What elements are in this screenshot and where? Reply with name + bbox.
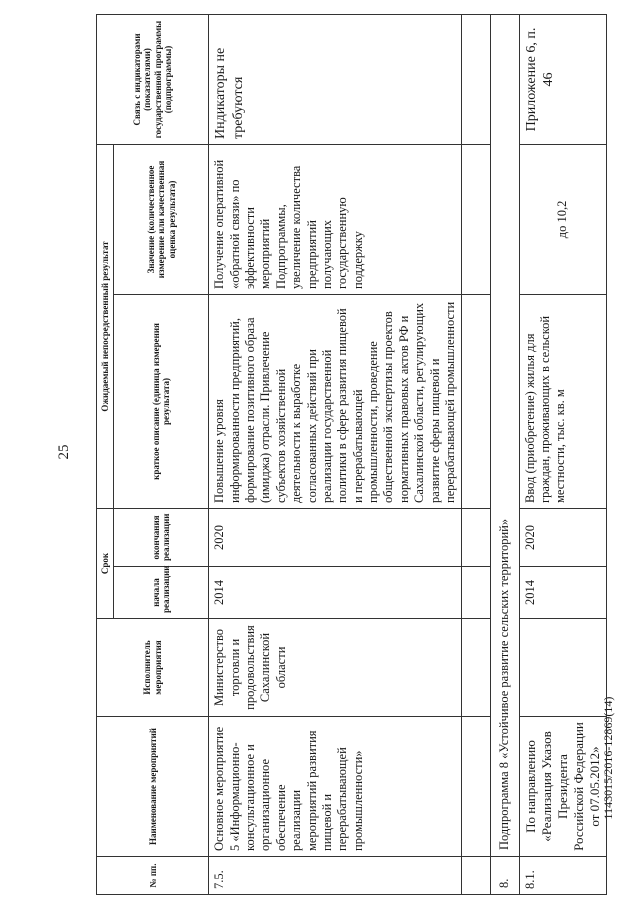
cell-name: По направлению «Реализация Указов Президента Российской Федерации от 07.05.2012» [519, 717, 606, 857]
table-row-7-5 [209, 14, 462, 894]
page-number: 25 [56, 444, 72, 460]
cell-end: 2020 [519, 508, 606, 566]
header-link: Связь с индикаторами (показателями) государственной программы (подпрограммы) [97, 14, 209, 144]
table-row-spacer [462, 14, 491, 894]
header-row-1 [97, 14, 114, 894]
cell-num: 7.5. [209, 857, 462, 895]
cell-executor [519, 619, 606, 717]
header-result-value: Значение (количественное измерение или качественная оценка результата) [114, 144, 209, 294]
header-num: № пп. [97, 857, 209, 895]
cell-end: 2020 [209, 508, 462, 566]
cell-link: Индикаторы не требуются [209, 14, 462, 144]
cell-desc: Ввод (приобретение) жилья для граждан, проживающих в сельской местности, тыс. кв. м [519, 294, 606, 508]
header-result-desc: краткое описание (единица измерения результата) [114, 294, 209, 508]
cell-value: до 10,2 [519, 144, 606, 294]
header-term-start: начала реализации [114, 567, 209, 619]
header-term-end: окончания реализации [114, 508, 209, 566]
cell-num: 8.1. [519, 857, 606, 895]
header-name: Наименование мероприятий [97, 717, 209, 857]
header-executor: Исполнитель мероприятия [97, 619, 209, 717]
header-term: Срок [97, 508, 114, 618]
cell-desc: Повышение уровня информированности предприятий, формирование позитивного образа (имиджа) отрасли. Привлечение субъектов хозяйственной деятельности к выработке согласованных действий при реализации государственной политики в сфере развития пищевой и перерабатывающей промышленности, проведение общественной экспертизы проектов нормативных правовых актов РФ и Сахалинской области, регулирующих развитие сферы пищевой и перерабатывающей промышленности [209, 294, 462, 508]
document-code: 1143015/2016-12869(14) [601, 696, 615, 820]
table-row-8 [491, 14, 519, 894]
cell-executor: Министерство торговли и продовольствия Сахалинской области [209, 619, 462, 717]
cell-link: Приложение 6, п. 46 [519, 14, 606, 144]
cell-start: 2014 [209, 567, 462, 619]
cell-num: 8. [491, 857, 519, 895]
cell-name: Основное мероприятие 5 «Информационно-консультационное и организационное обеспечение реализации мероприятий развития пищевой и перерабатывающей промышленности» [209, 717, 462, 857]
table-row-8-1 [519, 14, 606, 894]
cell-value: Получение оперативной «обратной связи» по эффективности мероприятий Подпрограммы, увеличение количества предприятий получающих государственную поддержку [209, 144, 462, 294]
program-measures-table [96, 14, 607, 895]
rotated-table-container [96, 15, 616, 895]
header-result: Ожидаемый непосредственный результат [97, 144, 114, 508]
cell-subprogram-title: Подпрограмма 8 «Устойчивое развитие сельских территорий» [491, 14, 519, 856]
cell-start: 2014 [519, 567, 606, 619]
